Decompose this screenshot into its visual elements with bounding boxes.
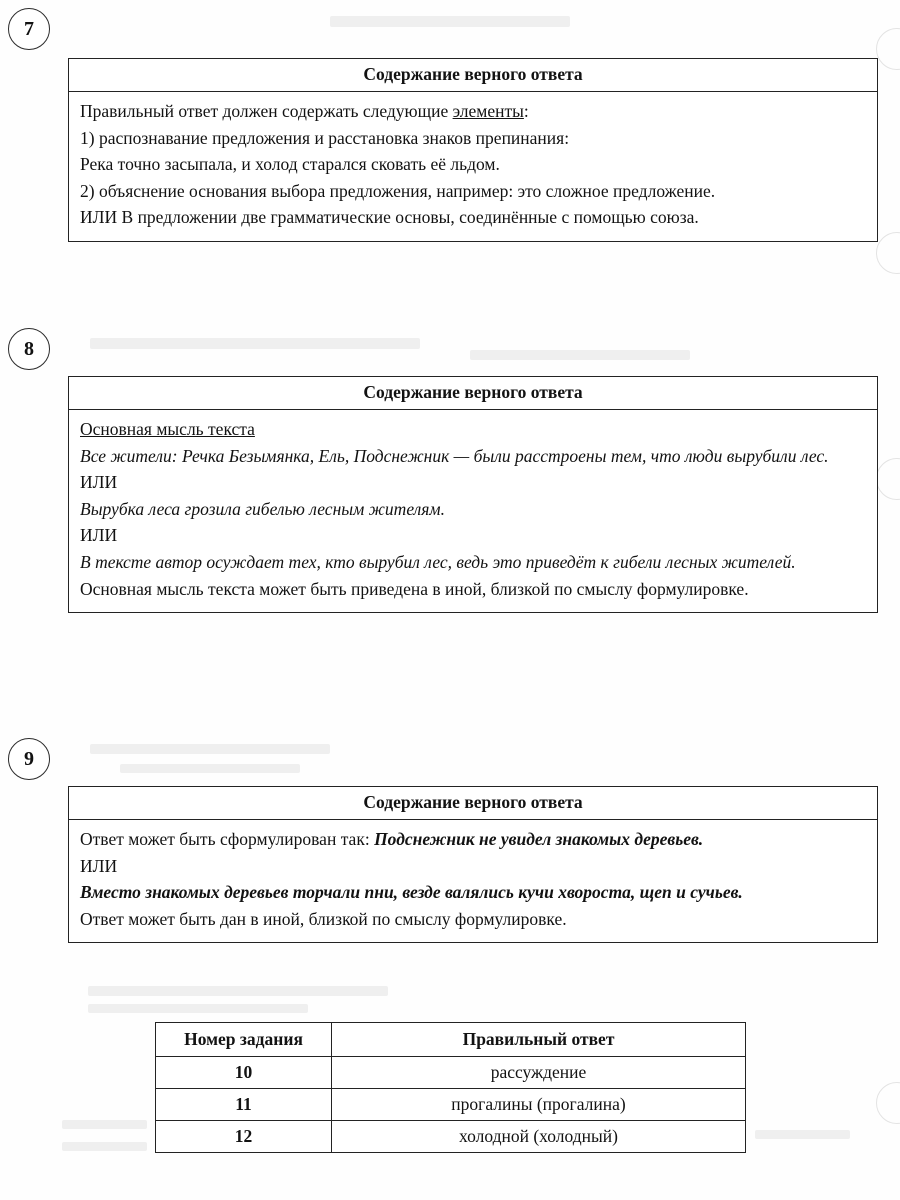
answer-table-body — [69, 410, 877, 612]
answer-table-body — [69, 92, 877, 241]
answer-table-body — [69, 820, 877, 942]
or-separator: ИЛИ — [80, 855, 118, 876]
bleedthrough-text — [120, 764, 300, 773]
answer-main: Подснежник не увидел знакомых деревьев. — [374, 829, 704, 849]
table-row — [156, 1057, 746, 1089]
answer-cell: рассуждение — [332, 1057, 746, 1089]
answer-variant: Вместо знакомых деревьев торчали пни, везде валялись кучи хвороста, щеп и сучьев. — [80, 882, 743, 903]
answer-cell: прогалины (прогалина) — [332, 1089, 746, 1121]
answer-line: 2) объяснение основания выбора предложения, например: это сложное предложение. — [80, 180, 716, 201]
question-number-circle-7 — [8, 8, 50, 50]
answer-table-q8 — [68, 376, 878, 613]
answer-table-header: Содержание верного ответа — [69, 787, 877, 820]
task-number-cell: 10 — [156, 1057, 332, 1089]
question-number: 7 — [24, 17, 34, 40]
answer-variant: Вырубка леса грозила гибелью лесным жителям. — [80, 498, 445, 519]
bleedthrough-circle — [876, 232, 900, 274]
bleedthrough-text — [755, 1130, 850, 1139]
answer-variant: В тексте автор осуждает тех, кто вырубил лес, ведь это приведёт к гибели лесных жителей. — [80, 551, 796, 572]
bleedthrough-text — [470, 350, 690, 360]
bleedthrough-text — [330, 16, 570, 27]
bleedthrough-text — [90, 744, 330, 754]
column-header-correct-answer: Правильный ответ — [332, 1023, 746, 1057]
answer-line: ИЛИ В предложении две грамматические основы, соединённые с помощью союза. — [80, 207, 699, 228]
table-row — [156, 1121, 746, 1153]
question-number-circle-8 — [8, 328, 50, 370]
intro-colon: : — [523, 101, 529, 121]
bleedthrough-text — [88, 986, 388, 996]
bleedthrough-circle — [876, 28, 900, 70]
answer-line — [80, 826, 866, 853]
answer-table-header: Содержание верного ответа — [69, 59, 877, 92]
bleedthrough-text — [62, 1120, 147, 1129]
main-idea-title: Основная мысль текста — [80, 419, 255, 439]
task-number-cell: 11 — [156, 1089, 332, 1121]
answer-table-q7 — [68, 58, 878, 242]
table-header-row — [156, 1023, 746, 1057]
bleedthrough-text — [62, 1142, 147, 1151]
answer-line: 1) распознавание предложения и расстановка знаков препинания: — [80, 127, 570, 148]
question-number-circle-9 — [8, 738, 50, 780]
answer-variant: Все жители: Речка Безымянка, Ель, Подснежник — были расстроены тем, что люди вырубили лес. — [80, 445, 829, 466]
answer-cell: холодной (холодный) — [332, 1121, 746, 1153]
answer-line: Река точно засыпала, и холод старался сковать её льдом. — [80, 154, 500, 175]
bleedthrough-circle — [876, 458, 900, 500]
question-number: 9 — [24, 747, 34, 770]
bleedthrough-circle — [876, 1082, 900, 1124]
intro-text: Правильный ответ должен содержать следующие — [80, 101, 453, 121]
answer-line — [80, 98, 866, 125]
or-separator: ИЛИ — [80, 472, 118, 493]
answer-prefix: Ответ может быть сформулирован так: — [80, 829, 375, 849]
bleedthrough-text — [88, 1004, 308, 1013]
answer-note: Ответ может быть дан в иной, близкой по смыслу формулировке. — [80, 908, 567, 929]
table-row — [156, 1089, 746, 1121]
or-separator: ИЛИ — [80, 525, 118, 546]
bleedthrough-text — [90, 338, 420, 349]
answers-grid-table — [155, 1022, 746, 1153]
column-header-task-number: Номер задания — [156, 1023, 332, 1057]
answer-table-q9 — [68, 786, 878, 943]
answer-table-header: Содержание верного ответа — [69, 377, 877, 410]
answer-note: Основная мысль текста может быть приведена в иной, близкой по смыслу формулировке. — [80, 578, 749, 599]
intro-underlined-word: элементы — [452, 101, 524, 121]
task-number-cell: 12 — [156, 1121, 332, 1153]
question-number: 8 — [24, 337, 34, 360]
